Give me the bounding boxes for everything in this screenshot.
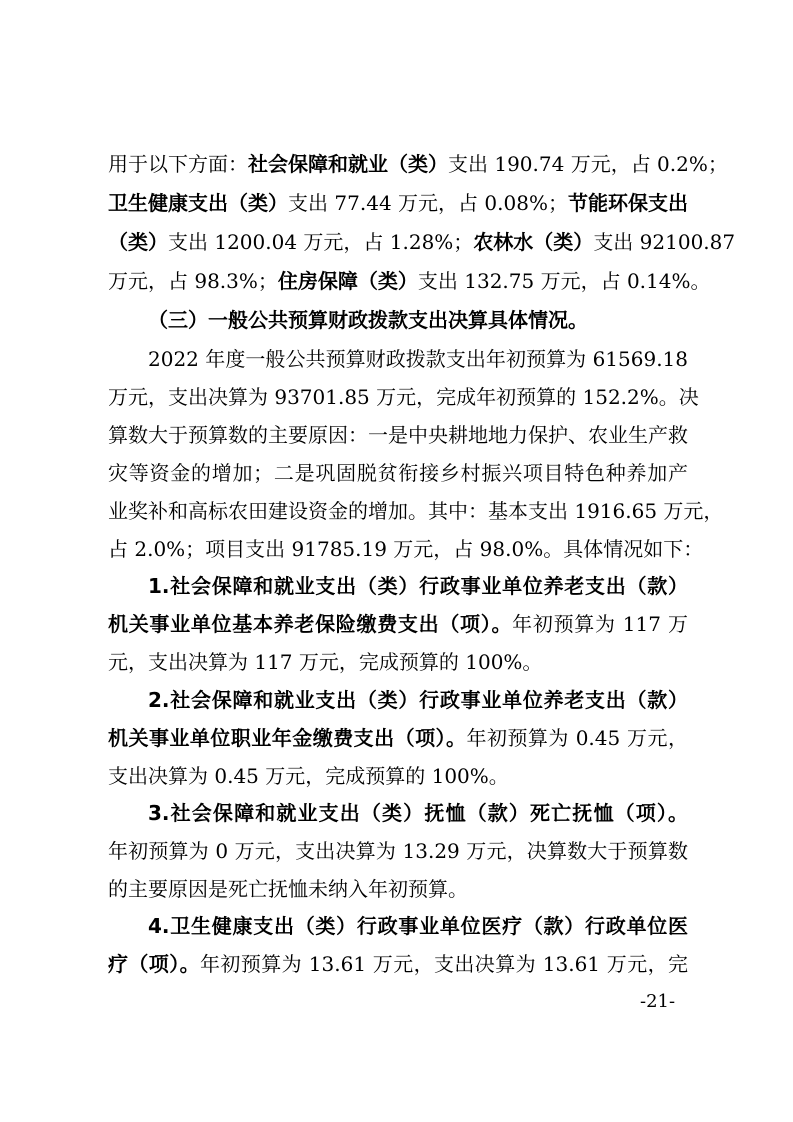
text-line	[148, 572, 688, 600]
text-line	[148, 345, 688, 373]
bold-text-segment: 机关事业单位基本养老保险缴费支出（项）。	[108, 612, 513, 636]
text-line	[108, 189, 688, 217]
text-line	[148, 799, 688, 827]
text-segment: 算数大于预算数的主要原因：一是中央耕地地力保护、农业生产救	[108, 423, 688, 447]
bold-text-segment: 卫生健康支出（类）	[108, 191, 289, 215]
text-segment: 年初预算为 13.61 万元，支出决算为 13.61 万元，完	[200, 952, 688, 976]
text-line	[108, 610, 688, 638]
text-segment: 支出 1200.04 万元，占 1.28%；	[168, 230, 474, 254]
bold-text-segment: 4.卫生健康支出（类）行政事业单位医疗（款）行政单位医	[148, 914, 688, 938]
bold-text-segment: 住房保障（类）	[277, 269, 418, 293]
text-segment: 年初预算为 0.45 万元，	[466, 726, 688, 750]
text-segment: 支出决算为 0.45 万元，完成预算的 100%。	[108, 764, 509, 788]
text-line	[108, 648, 688, 676]
text-line	[148, 912, 688, 940]
bold-text-segment: 1.社会保障和就业支出（类）行政事业单位养老支出（款）	[148, 574, 688, 598]
text-line	[108, 875, 688, 903]
text-line	[108, 724, 688, 752]
text-segment: 支出 92100.87	[593, 230, 736, 254]
text-line	[108, 267, 711, 295]
text-segment: 2022 年度一般公共预算财政拨款支出年初预算为 61569.18	[148, 347, 688, 371]
text-segment: 的主要原因是死亡抚恤未纳入年初预算。	[108, 877, 468, 901]
bold-text-segment: （类）	[108, 230, 168, 254]
text-segment: 万元，占 98.3%；	[108, 269, 278, 293]
bold-text-segment: 2.社会保障和就业支出（类）行政事业单位养老支出（款）	[148, 688, 688, 712]
text-line	[108, 150, 728, 178]
bold-text-segment: （三）一般公共预算财政拨款支出决算具体情况。	[148, 308, 588, 332]
text-segment: 支出 190.74 万元，占 0.2%；	[448, 152, 728, 176]
text-line	[108, 421, 688, 449]
text-segment: 业奖补和高标农田建设资金的增加。其中：基本支出 1916.65 万元，	[108, 499, 724, 523]
bold-text-segment: 节能环保支出	[567, 191, 688, 215]
text-line	[108, 459, 688, 487]
text-segment: 年初预算为 0 万元，支出决算为 13.29 万元，决算数大于预算数	[108, 839, 688, 863]
bold-text-segment: 农林水（类）	[473, 230, 594, 254]
text-segment: 支出 77.44 万元，占 0.08%；	[288, 191, 568, 215]
text-segment: 灾等资金的增加；二是巩固脱贫衔接乡村振兴项目特色种养加产	[108, 461, 688, 485]
text-line	[108, 950, 688, 978]
text-segment: 占 2.0%；项目支出 91785.19 万元，占 98.0%。具体情况如下：	[108, 537, 704, 561]
bold-text-segment: 疗（项）。	[108, 952, 201, 976]
text-segment: 元，支出决算为 117 万元，完成预算的 100%。	[108, 650, 543, 674]
text-line	[108, 497, 724, 525]
text-segment: 万元，支出决算为 93701.85 万元，完成年初预算的 152.2%。决	[108, 385, 699, 409]
text-line	[148, 306, 688, 334]
bold-text-segment: 3.社会保障和就业支出（类）抚恤（款）死亡抚恤（项）。	[148, 801, 688, 825]
text-line	[108, 228, 736, 256]
bold-text-segment: 机关事业单位职业年金缴费支出（项）。	[108, 726, 467, 750]
text-line	[148, 686, 688, 714]
text-segment: 用于以下方面：	[108, 152, 248, 176]
text-line	[108, 837, 688, 865]
text-line	[108, 383, 699, 411]
text-line	[108, 535, 704, 563]
text-segment: 年初预算为 117 万	[512, 612, 688, 636]
page-number: -21-	[640, 991, 676, 1012]
text-line	[108, 762, 688, 790]
bold-text-segment: 社会保障和就业（类）	[248, 152, 448, 176]
text-segment: 支出 132.75 万元，占 0.14%。	[417, 269, 711, 293]
